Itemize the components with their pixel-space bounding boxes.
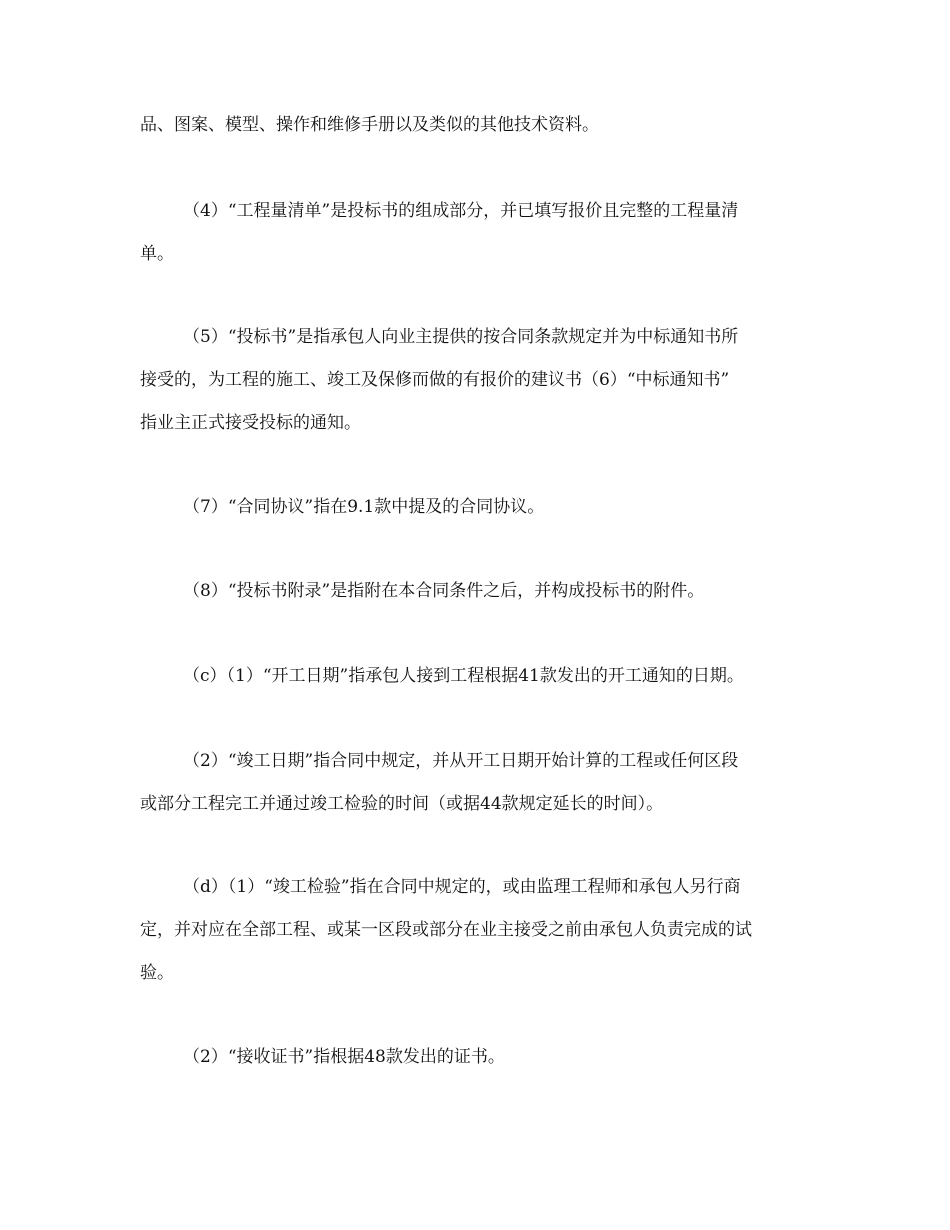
paragraph-5-tender: [140, 316, 820, 445]
text-line: （4）“工程量清单”是投标书的组成部分，并已填写报价且完整的工程量清: [183, 201, 739, 221]
paragraph-d2-taking-over-certificate: [140, 1036, 820, 1079]
text-line: 验。: [140, 963, 174, 983]
text-line: （c）（1）“开工日期”指承包人接到工程根据41款发出的开工通知的日期。: [183, 666, 744, 686]
paragraph-7-contract-agreement: [140, 486, 820, 529]
text-line: （5）“投标书”是指承包人向业主提供的按合同条款规定并为中标通知书所: [183, 327, 739, 347]
text-line: 品、图案、模型、操作和维修手册以及类似的其他技术资料。: [140, 115, 599, 135]
text-line: 单。: [140, 244, 174, 264]
text-line: （2）“接收证书”指根据48款发出的证书。: [183, 1047, 505, 1067]
text-line: 接受的，为工程的施工、竣工及保修而做的有报价的建议书（6）“中标通知书”: [140, 370, 730, 390]
paragraph-c2-completion-date: [140, 740, 820, 826]
paragraph-continuation: [140, 104, 820, 147]
paragraph-d1-tests-on-completion: [140, 866, 820, 995]
text-line: （2）“竣工日期”指合同中规定，并从开工日期开始计算的工程或任何区段: [183, 751, 739, 771]
text-line: 或部分工程完工并通过竣工检验的时间（或据44款规定延长的时间）。: [140, 794, 664, 814]
paragraph-8-tender-appendix: [140, 570, 820, 613]
text-line: （d）（1）“竣工检验”指在合同中规定的，或由监理工程师和承包人另行商: [183, 877, 741, 897]
text-line: 定，并对应在全部工程、或某一区段或部分在业主接受之前由承包人负责完成的试: [140, 920, 752, 940]
text-line: （8）“投标书附录”是指附在本合同条件之后，并构成投标书的附件。: [183, 581, 705, 601]
paragraph-c1-commencement-date: [140, 655, 820, 698]
text-line: 指业主正式接受投标的通知。: [140, 413, 361, 433]
text-line: （7）“合同协议”指在9.1款中提及的合同协议。: [183, 497, 545, 517]
paragraph-4-bill-of-quantities: [140, 190, 820, 276]
